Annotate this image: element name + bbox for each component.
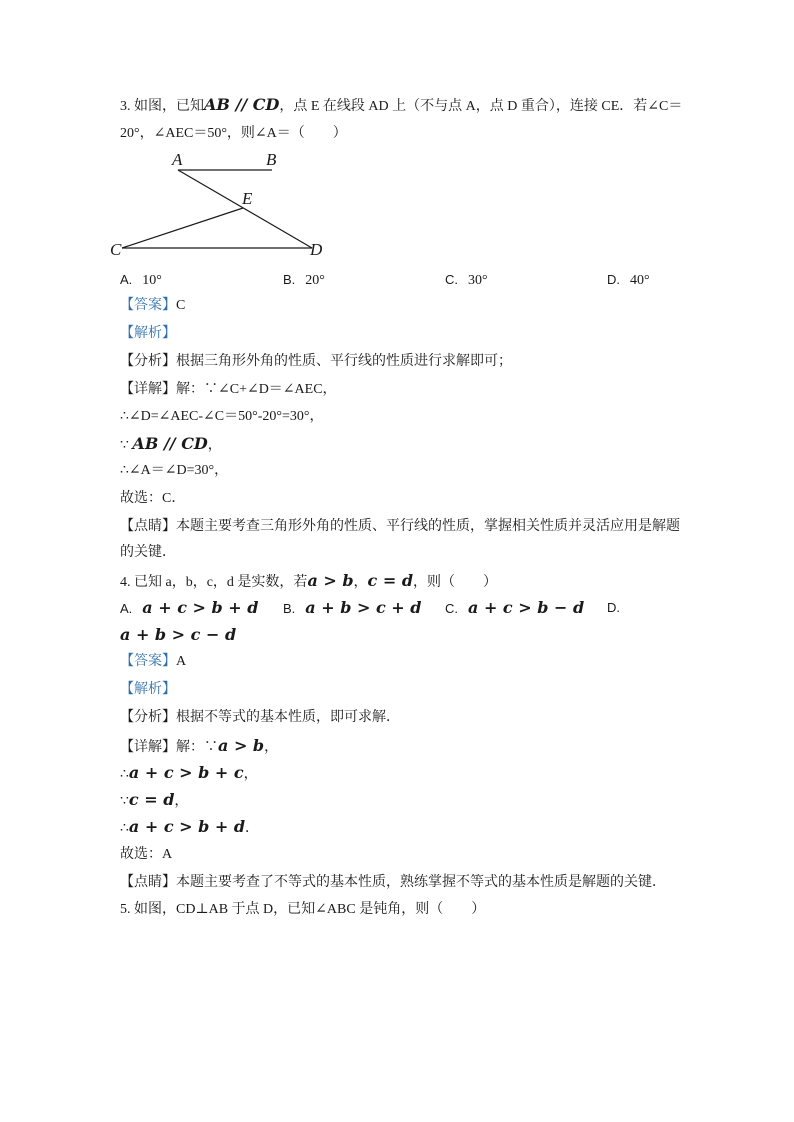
q3-step2: ∴∠D=∠AEC-∠C＝50°-20°=30°， — [120, 409, 324, 424]
q3-conclusion: 故选：C． — [120, 491, 186, 506]
label-a: A — [172, 150, 183, 169]
segment-ad — [178, 170, 312, 248]
q4-analysis-tag: 【解析】 — [120, 682, 176, 697]
q4-option-c[interactable]: C. a + c > b − d — [445, 598, 585, 617]
q3-step1: 【详解】解：∵∠C+∠D＝∠AEC， — [120, 382, 337, 397]
answer-value: C — [176, 298, 186, 313]
q4-dianjing: 【点睛】本题主要考查了不等式的基本性质，熟练掌握不等式的基本性质是解题的关键． — [120, 875, 666, 890]
q5-stem: 5. 如图，CD⊥AB 于点 D，已知∠ABC 是钝角，则（ ） — [120, 902, 486, 917]
label-b: B — [266, 150, 277, 169]
q4-step2: ∴a + c > b + c， — [120, 763, 258, 782]
answer-tag: 【答案】 — [120, 298, 176, 313]
q3-analysis-tag: 【解析】 — [120, 326, 176, 341]
q3-fenxi: 【分析】根据三角形外角的性质、平行线的性质进行求解即可； — [120, 354, 512, 369]
q3-stem-line2: 20°，∠AEC＝50°，则∠A＝（ ） — [120, 126, 347, 141]
q3-step4: ∴∠A＝∠D=30°， — [120, 463, 229, 478]
q3-stem-line1 — [120, 95, 682, 117]
q3-dianjing-1: 【点睛】本题主要考查三角形外角的性质、平行线的性质，掌握相关性质并灵活应用是解题 — [120, 519, 680, 534]
segment-ce — [122, 208, 243, 248]
q3-option-c[interactable]: C. 30° — [445, 272, 488, 288]
q4-stem: 4. 已知 a，b，c，d 是实数，若a > b，c = d，则（ ） — [120, 571, 498, 590]
q3-dianjing-2: 的关键． — [120, 545, 176, 560]
label-c: C — [110, 240, 122, 258]
q4-option-b[interactable]: B. a + b > c + d — [283, 598, 422, 617]
q3-answer — [120, 296, 185, 316]
label-d: D — [310, 240, 323, 258]
label-e: E — [242, 189, 253, 208]
q3-stem-suffix: ，点 E 在线段 AD 上（不与点 A，点 D 重合），连接 CE．若∠C＝ — [279, 99, 683, 114]
q3-option-b[interactable]: B. 20° — [283, 272, 325, 288]
q3-figure — [110, 148, 340, 258]
q4-step3: ∵c = d， — [120, 790, 189, 809]
q3-stem-parallel-formula: AB // CD — [204, 95, 280, 114]
q3-option-a[interactable]: A. 10° — [120, 272, 162, 288]
q4-step4: ∴a + c > b + d． — [120, 817, 260, 836]
q4-option-a[interactable]: A. a + c > b + d — [120, 598, 259, 617]
q4-conclusion: 故选：A — [120, 847, 173, 862]
q4-option-d-text[interactable]: a + b > c − d — [120, 625, 237, 644]
q3-option-d[interactable]: D. 40° — [607, 272, 650, 288]
q4-fenxi: 【分析】根据不等式的基本性质，即可求解． — [120, 710, 400, 725]
q4-step1: 【详解】解：∵a > b， — [120, 736, 279, 755]
q3-step3: ∵ AB // CD， — [120, 434, 222, 453]
q3-stem-prefix: 3. 如图，已知 — [120, 99, 204, 114]
q4-answer: 【答案】A — [120, 654, 187, 669]
q4-option-d-letter[interactable]: D. — [607, 600, 620, 615]
